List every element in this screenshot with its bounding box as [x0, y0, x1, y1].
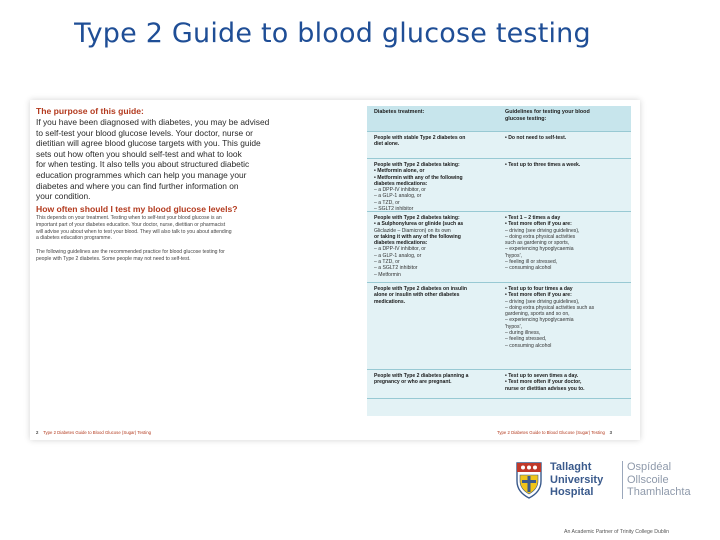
- logo-line: Tallaght: [550, 461, 592, 473]
- page-number: 2: [36, 430, 39, 435]
- table-body: [367, 132, 631, 399]
- cell-line: pregnancy or who are pregnant.: [374, 379, 452, 386]
- cell-line: People with stable Type 2 diabetes on: [374, 135, 466, 141]
- cell-line: medications.: [374, 298, 406, 305]
- cell-line: alone or insulin with other diabetes: [374, 292, 460, 299]
- cell-line: • Test up to seven times a day.: [505, 373, 579, 379]
- purpose-line: your condition.: [36, 191, 91, 202]
- cell-line: 'hypos',: [505, 323, 522, 330]
- purpose-text: [36, 117, 358, 202]
- cell-line: • a Sulphonylurea or glinide (such as: [374, 221, 464, 228]
- cell-line: – doing extra physical activities such as: [505, 304, 595, 311]
- footer-text: Type 2 Diabetes Guide to Blood Glucose (Sugar) Testing: [497, 430, 605, 435]
- often-line: This depends on your treatment. Testing when to self-test your blood glucose is an: [36, 214, 222, 221]
- cell-line: – driving (see driving guidelines),: [505, 227, 580, 234]
- cell-line: Gliclazide – Diamicron) on its own: [374, 227, 451, 234]
- cell-line: – consuming alcohol: [505, 265, 552, 272]
- cell-line: – experiencing hypoglycaemia: [505, 317, 574, 324]
- cell-line: – a TZD, or: [374, 259, 400, 266]
- cell-line: • Test 1 – 2 times a day: [505, 215, 561, 221]
- cell-line: – a GLP-1 analog, or: [374, 252, 422, 259]
- logo-line: Ospídéal: [627, 461, 672, 473]
- treatment-cell: [367, 212, 499, 282]
- hospital-name-irish: [622, 461, 691, 499]
- guidelines-line: people with Type 2 diabetes. Some people may not need to self-test.: [36, 256, 191, 263]
- cell-line: – driving (see driving guidelines),: [505, 298, 580, 305]
- logo-line: Hospital: [550, 486, 594, 499]
- header-guidelines-label: glucose testing:: [505, 116, 547, 122]
- header-treatment: [367, 106, 499, 131]
- footer-right: [497, 430, 612, 435]
- cell-line: – a GLP-1 analog, or: [374, 193, 422, 200]
- often-line: a diabetes education programme.: [36, 235, 112, 242]
- cell-line: – feeling ill or stressed,: [505, 259, 558, 266]
- cell-line: – a DPP-IV inhibitor, or: [374, 187, 426, 194]
- cell-line: or taking it with any of the following: [374, 233, 461, 240]
- guidelines-cell: [499, 159, 631, 211]
- cell-line: – experiencing hypoglycaemia: [505, 246, 574, 253]
- header-treatment-label: Diabetes treatment:: [374, 109, 425, 115]
- purpose-line: If you have been diagnosed with diabetes, you may be advised: [36, 117, 270, 127]
- cell-line: People with Type 2 diabetes taking:: [374, 215, 460, 221]
- treatment-cell: [367, 283, 499, 369]
- how-often-heading: How often should I test my blood glucose levels?: [36, 203, 238, 214]
- header-guidelines: [499, 106, 631, 131]
- purpose-line: sets out how often you should self-test and what to look: [36, 148, 242, 159]
- left-page: [36, 106, 358, 406]
- cell-line: – a DPP-IV inhibitor, or: [374, 246, 426, 253]
- logo-line: Ollscoile: [627, 473, 669, 486]
- table-row: [367, 132, 631, 159]
- hospital-name-english: [550, 461, 603, 499]
- cell-line: – Metformin: [374, 271, 401, 278]
- cell-line: – a TZD, or: [374, 199, 400, 206]
- table-header: [367, 106, 631, 132]
- cell-line: – SGLT2 inhibitor: [374, 206, 414, 212]
- slide-title: Type 2 Guide to blood glucose testing: [74, 18, 591, 49]
- table-row: [367, 212, 631, 283]
- cell-line: • Test more often if you are:: [505, 221, 572, 228]
- cell-line: • Metformin with any of the following: [374, 174, 463, 181]
- purpose-heading: The purpose of this guide:: [36, 106, 144, 116]
- cell-line: • Test up to three times a week.: [505, 162, 581, 168]
- cell-line: People with Type 2 diabetes on insulin: [374, 286, 468, 292]
- testing-guidelines-table: [367, 106, 631, 416]
- guidelines-line: The following guidelines are the recommended practice for blood glucose testing for: [36, 249, 225, 256]
- cell-line: • Test more often if you are:: [505, 292, 572, 299]
- purpose-line: for when testing. It also tells you about structured diabetic: [36, 159, 250, 170]
- cell-line: • Metformin alone, or: [374, 168, 425, 175]
- often-line: will advise you about when to test your blood. They will also talk to you about attending: [36, 228, 232, 235]
- table-row: [367, 283, 631, 370]
- guidelines-cell: [499, 212, 631, 282]
- how-often-text: [36, 215, 358, 243]
- cell-line: – a SGLT2 inhibitor: [374, 265, 418, 272]
- header-guidelines-label: Guidelines for testing your blood: [505, 109, 590, 115]
- logo-line: Thamhlachta: [627, 486, 691, 499]
- cell-line: – consuming alcohol: [505, 342, 552, 349]
- page-number: 3: [609, 430, 613, 435]
- logo-line: University: [550, 473, 604, 486]
- hospital-tagline: An Academic Partner of Trinity College Dublin: [564, 529, 669, 535]
- table-row: [367, 159, 631, 212]
- cell-line: – feeling stressed,: [505, 336, 547, 343]
- cell-line: 'hypos',: [505, 252, 522, 259]
- cell-line: People with Type 2 diabetes planning a: [374, 373, 469, 379]
- purpose-line: to self-test your blood glucose levels. Your doctor, nurse or: [36, 127, 253, 138]
- guidelines-cell: [499, 370, 631, 398]
- hospital-crest-icon: [514, 459, 544, 499]
- cell-line: • Test more often if your doctor,: [505, 379, 582, 386]
- cell-line: gardening, sports and so on,: [505, 311, 570, 318]
- cell-line: People with Type 2 diabetes taking:: [374, 162, 460, 168]
- purpose-line: education programmes which can help you manage your: [36, 169, 247, 180]
- guidelines-cell: [499, 132, 631, 158]
- purpose-line: dietitian will agree blood glucose targets with you. This guide: [36, 138, 261, 149]
- footer-left: [36, 430, 151, 435]
- guidelines-text: [36, 249, 358, 263]
- often-line: important part of your diabetes education. Your doctor, nurse, dietitian or pharmacist: [36, 221, 226, 228]
- cell-line: – during illness,: [505, 330, 541, 337]
- cell-line: diet alone.: [374, 141, 400, 148]
- cell-line: – doing extra physical activities: [505, 233, 576, 240]
- treatment-cell: [367, 132, 499, 158]
- treatment-cell: [367, 159, 499, 211]
- footer-text: Type 2 Diabetes Guide to Blood Glucose (Sugar) Testing: [43, 430, 151, 435]
- cell-line: diabetes medications:: [374, 240, 428, 247]
- cell-line: such as gardening or sports,: [505, 240, 570, 247]
- cell-line: diabetes medications:: [374, 180, 428, 187]
- table-row: [367, 370, 631, 399]
- purpose-line: diabetes and where you can find further information on: [36, 180, 239, 191]
- cell-line: • Do not need to self-test.: [505, 135, 567, 141]
- cell-line: nurse or dietitian advises you to.: [505, 385, 585, 392]
- treatment-cell: [367, 370, 499, 398]
- guidelines-cell: [499, 283, 631, 369]
- cell-line: • Test up to four times a day: [505, 286, 573, 292]
